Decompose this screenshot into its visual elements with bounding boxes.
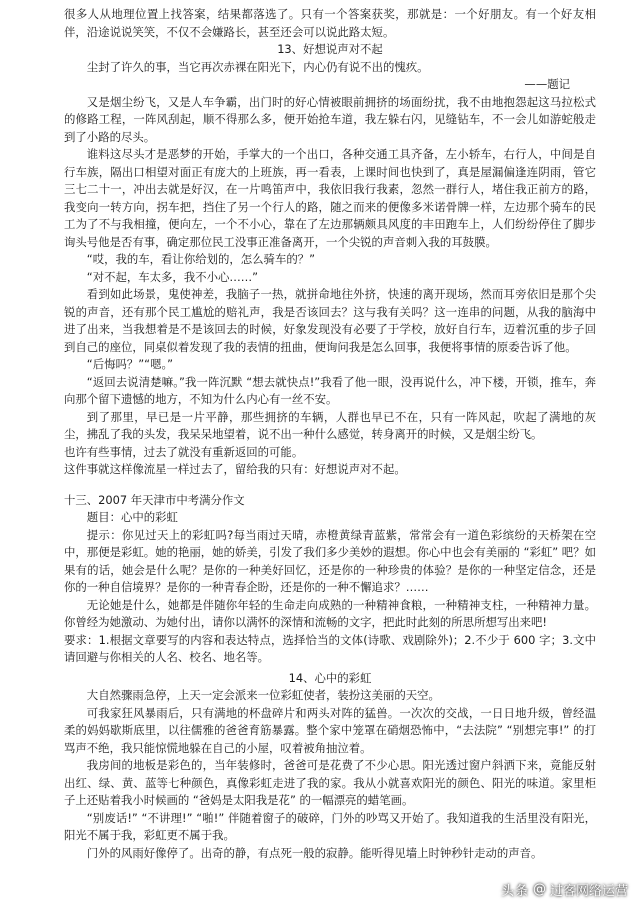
- paragraph: 很多人从地理位置上找答案，结果都落选了。只有一个答案获奖，那就是：一个好朋友。有一个好友相伴，沿途说说笑笑，不仅不会嫌路长，甚至还会可以说此路太短。: [64, 7, 596, 39]
- paragraph: 可我家狂风暴雨后，只有满地的杯盘碎片和两头对阵的猛兽。一次次的交战，一日日地升级，曾经温柔的妈妈歇斯底里，以往儒雅的爸爸育筋暴露。整个家中笼罩在硝烟恐怖中，“去法院” “别想完事!” 的打骂声不绝，我只能惊慌地躲在自己的小屋，叹着被角抽泣着。: [64, 705, 596, 755]
- watermark: [501, 880, 628, 899]
- paragraph: 大自然骤雨急停，上天一定会派来一位彩虹使者，装扮这美丽的天空。: [86, 688, 440, 702]
- essay-topic: 题目：心中的彩虹: [86, 510, 178, 524]
- prompt-text: 提示：你见过天上的彩虹吗?每当雨过天晴，赤橙黄绿青蓝紫，常常会有一道色彩缤纷的天桥架在空中，那便是彩虹。她的艳丽，她的娇美，引发了我们多少美妙的遐想。你心中也会有美丽的 “彩虹” 吧？如果有的话，她会是什么呢？是你的一种美好回忆，还是你的一种珍贵的体验？是你的一种坚定信念，还是你的一种自信境界？是你的一种青春企盼，还是你的一种不懈追求？……: [64, 527, 596, 594]
- paragraph: 也许有些事情，过去了就没有重新返回的可能。: [64, 444, 304, 459]
- requirements: 要求：1.根据文章要写的内容和表达特点，选择恰当的文体(诗歌、戏剧除外)；2.不少于 600 字；3.文中请回避与你相关的人名、校名、地名等。: [64, 632, 596, 664]
- watermark-account: 过客网络运营: [549, 884, 628, 899]
- section-title: 14、心中的彩虹: [288, 670, 372, 685]
- document-page: [64, 6, 596, 862]
- dialogue-line: “哎，我的车，看让你给划的，怎么骑车的？”: [86, 252, 316, 266]
- section-heading: 十三、2007 年天津市中考满分作文: [64, 492, 245, 507]
- epigraph-label: ——题记: [524, 77, 570, 91]
- paragraph: 谁料这尽头才是恶梦的开始，手掌大的一个出口，各种交通工具齐备，左小轿车，右行人，中间是自行车族，隔出口相望对面正有庞大的上班族，再一看表，上课时间也快到了，真是屋漏偏逢连阴雨，管它三七二十一，冲出去就是好汉，在一片鸣笛声中，我依旧我行我素，忽然一群行人，堵住我正前方的路，我变向一转方向，拐车把，挡住了另一个行人的路，随之而来的便像多米诺骨牌一样，左边那个骑车的民工为了不与我相撞，便向左，一个不小心，靠在了左边那辆颇具风度的丰田跑车上，人们纷纷停住了脚步询头号他是否有事，确定那位民工没事正准备离开，一个尖锐的声音刺入我的耳鼓膜。: [64, 147, 596, 249]
- watermark-at: @: [532, 882, 546, 897]
- paragraph: 到了那里，早已是一片平静，那些拥挤的车辆，人群也早已不在，只有一阵风起，吹起了满地的灰尘，拂乱了我的头发，我呆呆地望着，说不出一种什么感觉，转身离开的时候，又是烟尘纷飞。: [64, 409, 596, 441]
- paragraph: 我房间的地板是彩色的，当年装修时，爸爸可是花费了不少心思。阳光透过窗户斜洒下来，竟能反射出红、绿、黄、蓝等七种颜色，真像彩虹走进了我的家。我从小就喜欢阳光的颜色、阳光的味道。家里柜子上还贴着我小时候画的 “爸妈是太阳我是花” 的一幅漂亮的蜡笔画。: [64, 758, 596, 807]
- paragraph: 看到如此场景，鬼使神差，我脑子一热，就拼命地往外挤，快速的离开现场，然而耳旁依旧是那个尖锐的声音，还有那个民工尴尬的赔礼声，我是否该回去？这与我有关吗？这一连串的问题，从我的脑海中进了出来，当我想着是不是该回去的时候，好象发现没有必要了于学校，放好自行车，迈着沉重的步子回到自己的座位，同桌似着发现了我的表情的扭曲，便询问我是怎么回事，我便将事情的原委告诉了他。: [64, 287, 596, 354]
- dialogue-line: “对不起，车太多，我不小心……”: [86, 269, 259, 284]
- paragraph: 尘封了许久的事，当它再次赤裸在阳光下，内心仍有说不出的愧疚。: [86, 59, 429, 74]
- watermark-brand: 头条: [500, 884, 529, 899]
- dialogue-line: “后悔吗？”“嗯。”: [86, 357, 174, 371]
- paragraph: 门外的风雨好像停了。出奇的静，有点死一般的寂静。能听得见墙上时钟秒针走动的声音。: [86, 845, 543, 860]
- section-title: 13、好想说声对不起: [277, 42, 383, 56]
- paragraph: 又是烟尘纷飞，又是人车争霸，出门时的好心情被眼前拥挤的场面纷扰，我不由地抱怨起这马拉松式的修路工程，一阵风刮起，顺不得那么多，便开始抢车道，我左躲右闪，见缝钻车，不一会儿如游蛇般走到了小路的尽头。: [64, 94, 596, 144]
- paragraph: “返回去说清楚嘛。”我一阵沉默 “想去就快点!”我看了他一眼，没再说什么，冲下楼，开锁，推车，奔向那个留下遗憾的地方，不知为什么内心有一丝不安。: [64, 374, 596, 406]
- paragraph: 这件事就这样像流星一样过去了，留给我的只有：好想说声对不起。: [64, 462, 406, 476]
- dialogue-line: “别废话!” “不讲理!” “啪!” 伴随着窗子的破碎，门外的吵骂又开始了。我知道我的生活里没有阳光，阳光不属于我，彩虹更不属于我。: [64, 810, 596, 842]
- prompt-text: 无论她是什么，她都是伴随你年轻的生命走向成熟的一种精神食粮，一种精神支柱，一种精神力量。你曾经为她激动、为她付出，请你以满怀的深情和流畅的文字，把此时此刻的所思所想写出来吧!: [64, 597, 596, 629]
